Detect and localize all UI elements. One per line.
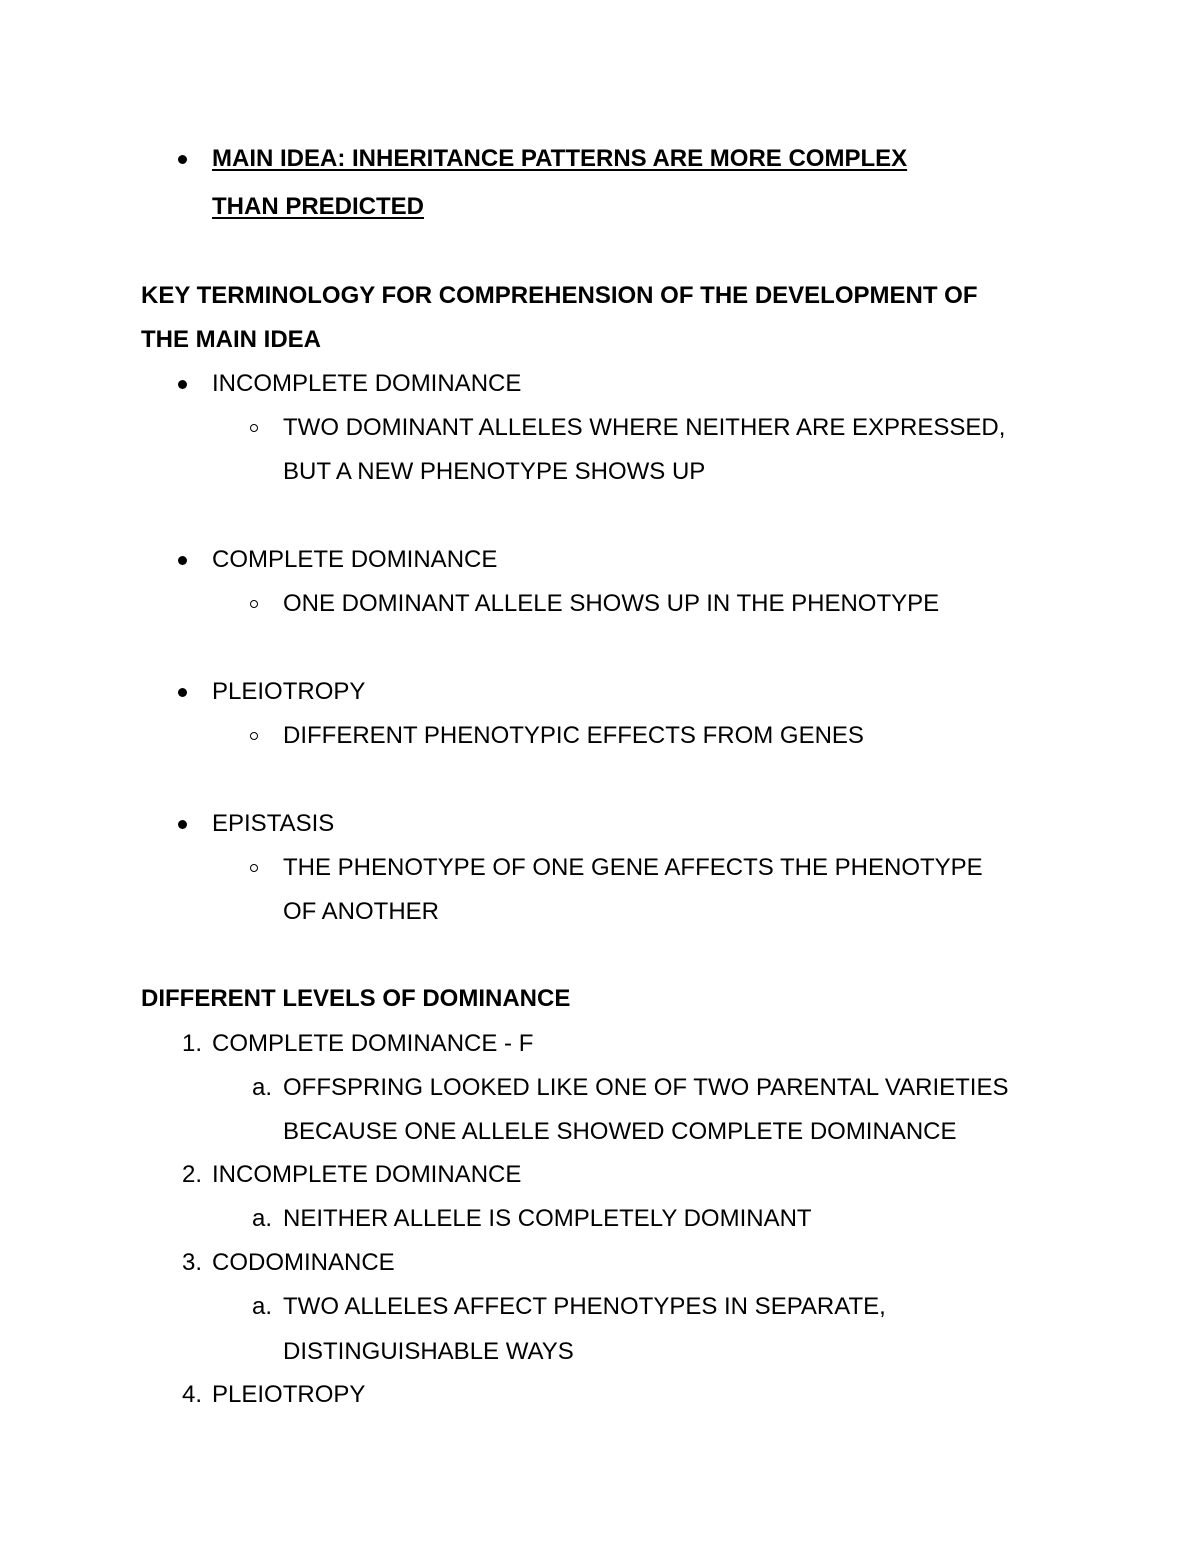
definition-line: THE PHENOTYPE OF ONE GENE AFFECTS THE PHENOTYPE [283, 854, 983, 881]
bullet-icon [178, 688, 187, 697]
sub-item-line: BECAUSE ONE ALLELE SHOWED COMPLETE DOMINANCE [283, 1118, 957, 1145]
bullet-icon [178, 380, 187, 389]
hollow-bullet-icon [250, 600, 258, 608]
bullet-icon [178, 155, 187, 164]
levels-of-dominance-heading: DIFFERENT LEVELS OF DOMINANCE [141, 985, 571, 1012]
term-incomplete-dominance: INCOMPLETE DOMINANCE [212, 370, 522, 397]
key-terminology-heading-line-2: THE MAIN IDEA [141, 326, 321, 353]
key-terminology-heading-line-1: KEY TERMINOLOGY FOR COMPREHENSION OF THE DEVELOPMENT OF [141, 282, 978, 309]
definition-line: DIFFERENT PHENOTYPIC EFFECTS FROM GENES [283, 722, 864, 749]
list-letter: a. [251, 1293, 272, 1320]
list-number: 1. [181, 1030, 202, 1057]
main-idea-line-2: THAN PREDICTED [212, 193, 425, 220]
hollow-bullet-icon [250, 732, 258, 740]
level-codominance: CODOMINANCE [212, 1249, 395, 1276]
term-epistasis: EPISTASIS [212, 810, 335, 837]
sub-item-line: OFFSPRING LOOKED LIKE ONE OF TWO PARENTAL VARIETIES [283, 1074, 1009, 1101]
definition-line: TWO DOMINANT ALLELES WHERE NEITHER ARE EXPRESSED, [283, 414, 1006, 441]
hollow-bullet-icon [250, 424, 258, 432]
level-complete-dominance: COMPLETE DOMINANCE - F [212, 1030, 534, 1057]
list-letter: a. [251, 1074, 272, 1101]
sub-item-line: DISTINGUISHABLE WAYS [283, 1338, 574, 1365]
list-number: 3. [181, 1249, 202, 1276]
definition-line: BUT A NEW PHENOTYPE SHOWS UP [283, 458, 706, 485]
list-number: 4. [181, 1381, 202, 1408]
definition-line: OF ANOTHER [283, 898, 440, 925]
sub-item-line: NEITHER ALLELE IS COMPLETELY DOMINANT [283, 1205, 812, 1232]
bullet-icon [178, 820, 187, 829]
list-letter: a. [251, 1205, 272, 1232]
term-complete-dominance: COMPLETE DOMINANCE [212, 546, 498, 573]
sub-item-line: TWO ALLELES AFFECT PHENOTYPES IN SEPARATE, [283, 1293, 886, 1320]
hollow-bullet-icon [250, 864, 258, 872]
definition-line: ONE DOMINANT ALLELE SHOWS UP IN THE PHENOTYPE [283, 590, 940, 617]
level-incomplete-dominance: INCOMPLETE DOMINANCE [212, 1161, 522, 1188]
bullet-icon [178, 556, 187, 565]
main-idea-line-1: MAIN IDEA: INHERITANCE PATTERNS ARE MORE COMPLEX [212, 145, 908, 172]
term-pleiotropy: PLEIOTROPY [212, 678, 366, 705]
level-pleiotropy: PLEIOTROPY [212, 1381, 366, 1408]
list-number: 2. [181, 1161, 202, 1188]
